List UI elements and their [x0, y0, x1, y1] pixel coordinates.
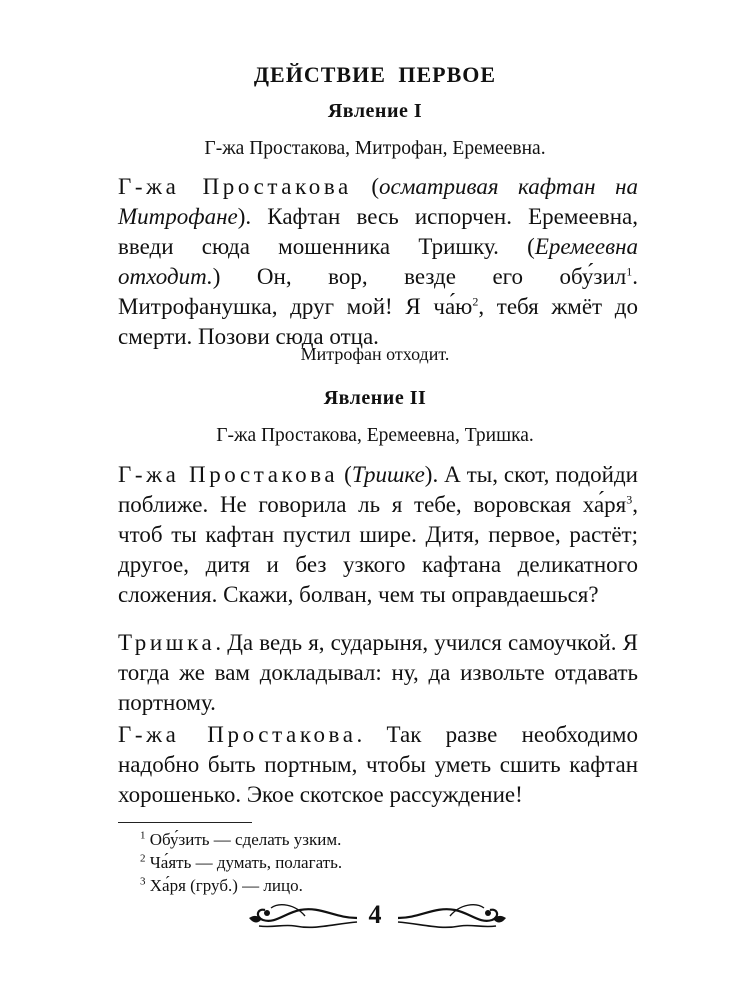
scene-2-speech-trishka: Тришка. Да ведь я, сударыня, учился самоучкой. Я тогда же вам докладывал: ну, да извольте отдавать портному.	[118, 630, 638, 715]
stage-direction-inline: осматривая кафтан на Митрофане	[118, 174, 638, 229]
page-number: 4	[368, 900, 382, 929]
stage-direction-inline: Еремеевна отходит.	[118, 234, 638, 289]
scene-2-speech-prostakova: Г-жа Простакова (Тришке). А ты, скот, подойди поближе. Не говорила ль я тебе, воровская $ха́ря^3$, чтоб ты кафтан пустил шире. Дитя, первое, растёт; другое, дитя и без узкого кафтана деликатного сложения. Скажи, болван, чем ты оправдаешься?	[118, 462, 638, 607]
footnotes	[140, 828, 540, 897]
scene-2-cast: Г-жа Простакова, Еремеевна, Тришка.	[216, 425, 534, 446]
scene-1-title: Явление I	[327, 100, 423, 122]
scene-1-speech-prostakova: Г-жа Простакова (осматривая кафтан на Митрофане). Кафтан весь испорчен. Еремеевна, введи сюда мошенника Тришку. (Еремеевна отходит.) Он, вор, везде его обу́зил$^1$. Митрофанушка, друг мой! Я $ча́ю^2$, тебя жмёт до смерти. Позови сюда отца.	[118, 174, 638, 349]
speaker-name: Г-жа Простакова	[118, 462, 339, 487]
footnote-ref: 2	[472, 294, 479, 309]
stage-direction-inline: Тришке	[351, 462, 425, 487]
scene-2-speech-prostakova-2: Г-жа Простакова. Так разве необходимо надобно быть портным, чтобы уметь сшить кафтан хорошенько. Экое скотское рассуждение!	[118, 722, 638, 807]
footnote-ref: 3	[626, 492, 633, 507]
right-ornament-icon	[395, 898, 510, 934]
stage-direction: Митрофан отходит.	[300, 344, 450, 364]
speaker-name: Тришка	[118, 630, 216, 655]
speaker-name: Г-жа Простакова	[118, 174, 352, 199]
footnote-item: $^1$ Обу́зить — сделать узким.	[140, 829, 342, 849]
footnote-item: $^2$ Ча́ять — думать, полагать.	[140, 852, 343, 872]
left-ornament-icon	[245, 898, 360, 934]
footnote-divider	[118, 822, 252, 823]
scene-1-cast: Г-жа Простакова, Митрофан, Еремеевна.	[204, 138, 546, 159]
scene-2-title: Явление II	[323, 387, 427, 409]
footnote-ref: 1	[626, 264, 633, 279]
speaker-name: Г-жа Простакова	[118, 722, 357, 747]
footnote-item: $^3$ Ха́ря (груб.) — лицо.	[140, 875, 303, 895]
act-title: ДЕЙСТВИЕ ПЕРВОЕ	[253, 62, 497, 87]
